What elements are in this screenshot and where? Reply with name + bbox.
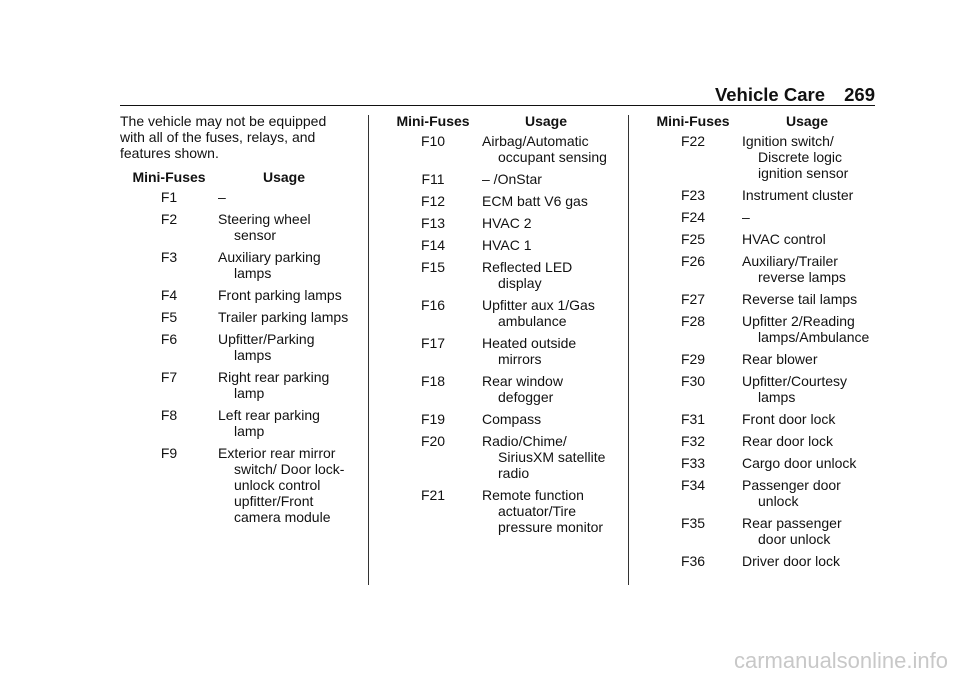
table-row bbox=[384, 215, 610, 231]
fuse-usage: Reflected LED display bbox=[482, 259, 573, 291]
table-row bbox=[120, 287, 350, 303]
table-row bbox=[644, 411, 872, 427]
table-row bbox=[644, 373, 872, 405]
table-header bbox=[120, 169, 350, 189]
fuse-id: F36 bbox=[680, 553, 706, 569]
table-row bbox=[644, 351, 872, 367]
table-row bbox=[120, 331, 350, 363]
table-header bbox=[384, 113, 610, 133]
table-row bbox=[644, 209, 872, 225]
fuse-id: F6 bbox=[160, 331, 178, 347]
fuse-id: F31 bbox=[680, 411, 706, 427]
fuse-usage: HVAC 1 bbox=[482, 237, 532, 253]
header-rule bbox=[120, 105, 875, 106]
fuse-id: F30 bbox=[680, 373, 706, 389]
table-row bbox=[644, 291, 872, 307]
fuse-usage: Steering wheel sensor bbox=[218, 211, 311, 243]
fuse-column-1 bbox=[120, 113, 350, 531]
fuse-usage: – bbox=[742, 209, 750, 225]
fuse-id: F19 bbox=[420, 411, 446, 427]
table-row bbox=[384, 373, 610, 405]
fuse-usage: Rear window defogger bbox=[482, 373, 563, 405]
table-row bbox=[120, 369, 350, 401]
fuse-usage: Radio/Chime/ SiriusXM satellite radio bbox=[482, 433, 606, 481]
fuse-usage: Auxiliary parking lamps bbox=[218, 249, 321, 281]
fuse-id: F2 bbox=[160, 211, 178, 227]
fuse-id: F18 bbox=[420, 373, 446, 389]
fuse-id: F20 bbox=[420, 433, 446, 449]
fuse-usage: Passenger door unlock bbox=[742, 477, 841, 509]
fuse-column-2 bbox=[384, 113, 610, 541]
fuse-id: F11 bbox=[421, 171, 445, 187]
fuse-usage: ECM batt V6 gas bbox=[482, 193, 588, 209]
fuse-column-3 bbox=[644, 113, 872, 575]
table-row bbox=[384, 171, 610, 187]
table-row bbox=[384, 193, 610, 209]
fuse-id: F9 bbox=[160, 445, 178, 461]
fuse-id: F17 bbox=[420, 335, 446, 351]
fuse-usage: Exterior rear mirror switch/ Door lock-unlock control upfitter/Front camera module bbox=[218, 445, 345, 525]
fuse-id: F7 bbox=[160, 369, 178, 385]
fuse-usage: Cargo door unlock bbox=[742, 455, 857, 471]
fuse-usage: Airbag/Automatic occupant sensing bbox=[482, 133, 607, 165]
table-row bbox=[384, 237, 610, 253]
fuse-rows bbox=[120, 189, 350, 525]
fuse-id: F3 bbox=[160, 249, 178, 265]
fuse-id: F24 bbox=[680, 209, 706, 225]
table-row bbox=[384, 411, 610, 427]
watermark: carmanualsonline.info bbox=[733, 648, 948, 673]
table-row bbox=[644, 477, 872, 509]
fuse-id: F32 bbox=[680, 433, 706, 449]
fuse-rows bbox=[384, 133, 610, 535]
fuse-id: F34 bbox=[680, 477, 706, 493]
column-divider bbox=[368, 115, 369, 585]
fuse-id: F29 bbox=[680, 351, 706, 367]
fuse-usage: Rear blower bbox=[742, 351, 818, 367]
fuse-usage: Upfitter 2/Reading lamps/Ambulance bbox=[742, 313, 870, 345]
fuse-usage: Trailer parking lamps bbox=[218, 309, 349, 325]
fuse-id: F10 bbox=[420, 133, 446, 149]
fuse-id: F8 bbox=[160, 407, 178, 423]
table-row bbox=[384, 487, 610, 535]
table-row bbox=[644, 133, 872, 181]
fuse-usage: Front door lock bbox=[742, 411, 836, 427]
usage-header: Usage bbox=[524, 113, 568, 129]
fuse-rows bbox=[644, 133, 872, 569]
table-row bbox=[384, 133, 610, 165]
column-divider bbox=[628, 115, 629, 585]
fuse-id: F33 bbox=[680, 455, 706, 471]
fuse-id: F13 bbox=[420, 215, 446, 231]
fuse-usage: – bbox=[218, 189, 226, 205]
fuse-usage: Left rear parking lamp bbox=[218, 407, 320, 439]
table-header bbox=[644, 113, 872, 133]
usage-header: Usage bbox=[785, 113, 829, 129]
fuse-usage: Upfitter/Courtesy lamps bbox=[742, 373, 848, 405]
fuse-id: F12 bbox=[420, 193, 446, 209]
fuse-usage: HVAC control bbox=[742, 231, 826, 247]
table-row bbox=[644, 455, 872, 471]
table-row bbox=[384, 335, 610, 367]
table-row bbox=[120, 445, 350, 525]
fuse-usage: Right rear parking lamp bbox=[218, 369, 330, 401]
fuse-usage: Heated outside mirrors bbox=[482, 335, 577, 367]
fuse-usage: Auxiliary/Trailer reverse lamps bbox=[742, 253, 846, 285]
fuse-header: Mini-Fuses bbox=[656, 113, 730, 129]
fuse-usage: Upfitter/Parking lamps bbox=[218, 331, 315, 363]
table-row bbox=[644, 433, 872, 449]
intro-text: The vehicle may not be equipped with all of the fuses, relays, and features shown. bbox=[120, 113, 327, 161]
table-row bbox=[120, 249, 350, 281]
page-number: 269 bbox=[844, 84, 875, 105]
page-header bbox=[120, 84, 875, 110]
fuse-id: F22 bbox=[680, 133, 706, 149]
fuse-id: F15 bbox=[420, 259, 446, 275]
usage-header: Usage bbox=[262, 169, 306, 185]
fuse-header: Mini-Fuses bbox=[132, 169, 206, 185]
table-row bbox=[384, 297, 610, 329]
fuse-usage: Remote function actuator/Tire pressure monitor bbox=[482, 487, 604, 535]
fuse-usage: Driver door lock bbox=[742, 553, 841, 569]
fuse-usage: Compass bbox=[482, 411, 542, 427]
table-row bbox=[120, 211, 350, 243]
fuse-usage: HVAC 2 bbox=[482, 215, 532, 231]
table-row bbox=[644, 253, 872, 285]
table-row bbox=[384, 259, 610, 291]
fuse-usage: – /OnStar bbox=[482, 171, 542, 187]
fuse-id: F14 bbox=[420, 237, 446, 253]
fuse-id: F5 bbox=[160, 309, 178, 325]
fuse-usage: Ignition switch/ Discrete logic ignition sensor bbox=[742, 133, 849, 181]
section-title: Vehicle Care bbox=[714, 84, 825, 105]
table-row bbox=[644, 231, 872, 247]
fuse-id: F1 bbox=[160, 189, 178, 205]
fuse-id: F21 bbox=[420, 487, 446, 503]
fuse-id: F25 bbox=[680, 231, 706, 247]
table-row bbox=[120, 189, 350, 205]
fuse-header: Mini-Fuses bbox=[396, 113, 470, 129]
table-row bbox=[644, 187, 872, 203]
table-row bbox=[644, 515, 872, 547]
fuse-usage: Rear passenger door unlock bbox=[742, 515, 842, 547]
fuse-id: F23 bbox=[680, 187, 706, 203]
fuse-usage: Front parking lamps bbox=[218, 287, 342, 303]
table-row bbox=[384, 433, 610, 481]
fuse-usage: Upfitter aux 1/Gas ambulance bbox=[482, 297, 595, 329]
fuse-usage: Rear door lock bbox=[742, 433, 834, 449]
fuse-usage: Reverse tail lamps bbox=[742, 291, 858, 307]
table-row bbox=[120, 407, 350, 439]
fuse-usage: Instrument cluster bbox=[742, 187, 854, 203]
fuse-id: F35 bbox=[680, 515, 706, 531]
fuse-id: F26 bbox=[680, 253, 706, 269]
fuse-id: F28 bbox=[680, 313, 706, 329]
table-row bbox=[644, 553, 872, 569]
table-row bbox=[120, 309, 350, 325]
table-row bbox=[644, 313, 872, 345]
fuse-id: F27 bbox=[680, 291, 706, 307]
fuse-id: F4 bbox=[160, 287, 178, 303]
fuse-id: F16 bbox=[420, 297, 446, 313]
